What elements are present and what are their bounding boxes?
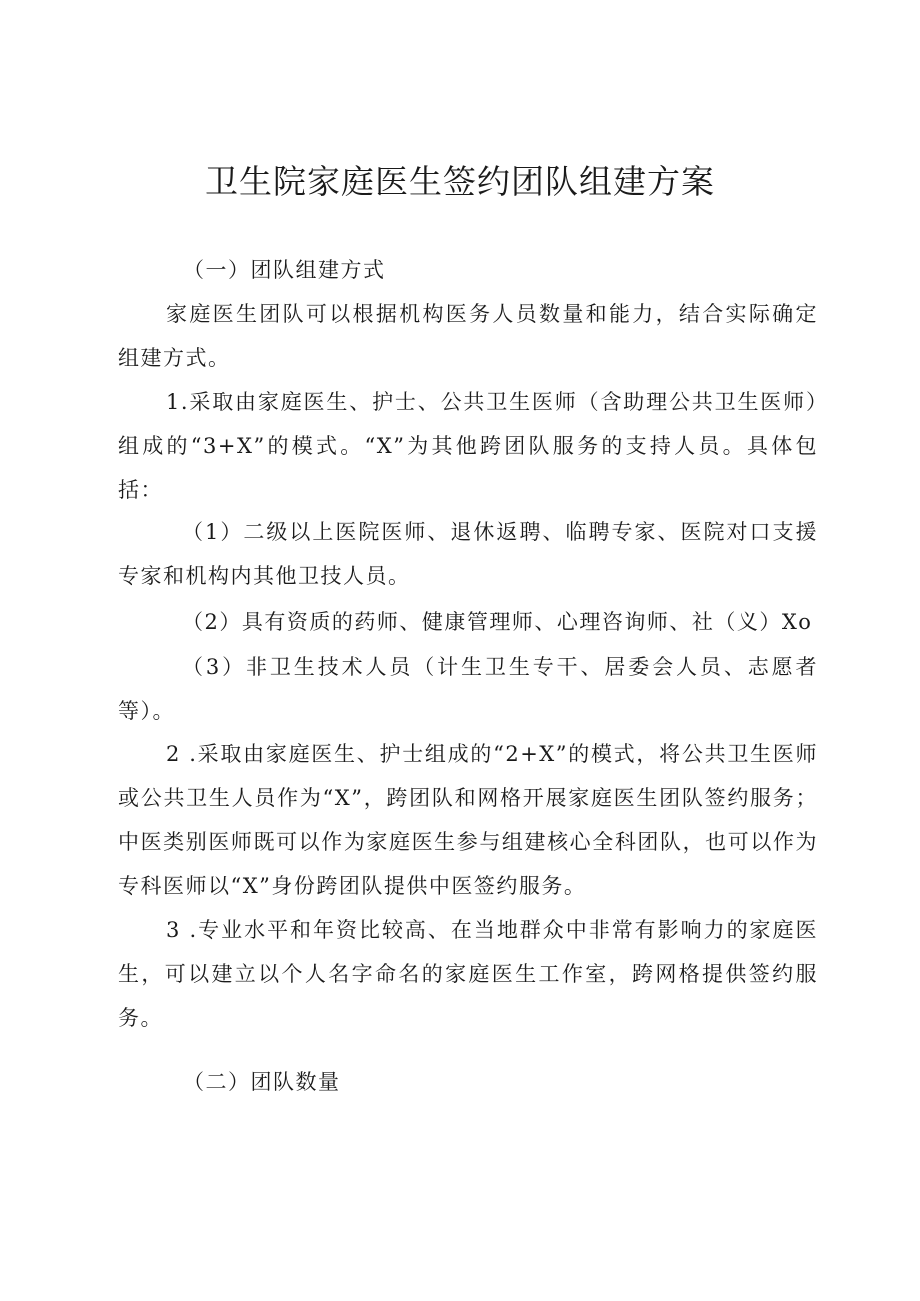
paragraph-3x-mode: 1.采取由家庭医生、护士、公共卫生医师（含助理公共卫生医师）组成的“3+X”的模式。“X”为其他跨团队服务的支持人员。具体包括： [118,390,818,502]
paragraph-item-1: （1）二级以上医院医师、退休返聘、临聘专家、医院对口支援专家和机构内其他卫技人员。 [118,520,818,588]
section-heading-team-formation: （一）团队组建方式 [183,258,386,282]
paragraph-studio: 3 .专业水平和年资比较高、在当地群众中非常有影响力的家庭医生，可以建立以个人名字命名的家庭医生工作室，跨网格提供签约服务。 [118,918,818,1030]
document-title: 卫生院家庭医生签约团队组建方案 [205,162,715,201]
paragraph-2x-mode: 2 .采取由家庭医生、护士组成的“2+X”的模式，将公共卫生医师或公共卫生人员作为“X”，跨团队和网格开展家庭医生团队签约服务；中医类别医师既可以作为家庭医生参与组建核心全科团队，也可以作为专科医师以“X”身份跨团队提供中医签约服务。 [118,742,818,898]
paragraph-item-2: （2）具有资质的药师、健康管理师、心理咨询师、社（义）Xo [182,610,813,634]
section-heading-team-count: （二）团队数量 [183,1070,341,1094]
paragraph-item-3: （3）非卫生技术人员（计生卫生专干、居委会人员、志愿者等）。 [118,655,818,723]
paragraph-intro: 家庭医生团队可以根据机构医务人员数量和能力，结合实际确定组建方式。 [118,302,818,370]
